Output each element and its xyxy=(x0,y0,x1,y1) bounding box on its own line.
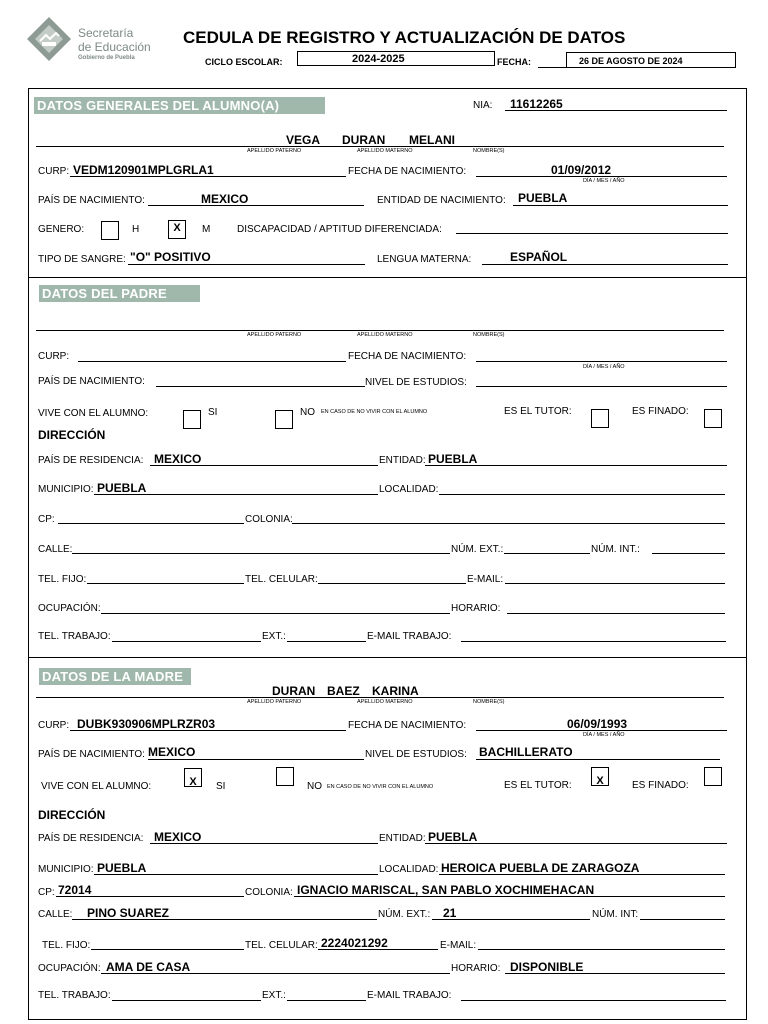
madre-calle-label: CALLE: xyxy=(38,909,73,920)
padre-finado-label: ES FINADO: xyxy=(632,406,689,417)
padre-vive-no-checkbox[interactable] xyxy=(275,410,293,429)
madre-tutor-checkbox[interactable]: X xyxy=(591,767,609,786)
alumno-pais[interactable]: MEXICO xyxy=(201,192,249,206)
madre-finado-label: ES FINADO: xyxy=(632,780,689,791)
padre-ext-label: EXT.: xyxy=(262,631,286,642)
madre-numint-field[interactable] xyxy=(640,919,725,920)
padre-cp-field[interactable] xyxy=(58,523,244,524)
madre-curp-label: CURP: xyxy=(38,720,70,731)
logo-line2: de Educación xyxy=(78,40,151,54)
madre-telfijo-field[interactable] xyxy=(91,949,244,950)
logo-line1: Secretaría xyxy=(78,26,134,40)
padre-entidad-label: ENTIDAD: xyxy=(379,455,426,466)
nia-label: NIA: xyxy=(473,100,493,111)
padre-ext-field[interactable] xyxy=(287,641,366,642)
genero-m-label: M xyxy=(202,224,211,235)
genero-h-checkbox[interactable] xyxy=(101,221,119,240)
madre-nombres[interactable]: KARINA xyxy=(372,684,419,698)
madre-vive-si-checkbox[interactable]: X xyxy=(184,768,202,787)
caption-ap-paterno: APELLIDO PATERNO xyxy=(247,332,302,338)
alumno-fnac-label: FECHA DE NACIMIENTO: xyxy=(348,166,467,177)
padre-localidad-label: LOCALIDAD: xyxy=(379,484,439,495)
madre-calle[interactable]: PINO SUAREZ xyxy=(87,906,170,920)
caption-ap-paterno: APELLIDO PATERNO xyxy=(247,699,302,705)
madre-teltrab-label: TEL. TRABAJO: xyxy=(38,990,111,1001)
padre-curp-label: CURP: xyxy=(38,351,70,362)
madre-curp[interactable]: DUBK930906MPLRZR03 xyxy=(77,717,216,731)
lengua-label: LENGUA MATERNA: xyxy=(377,254,472,265)
alumno-ap-materno[interactable]: DURAN xyxy=(342,133,386,147)
madre-emailtrab-label: E-MAIL TRABAJO: xyxy=(367,990,452,1001)
padre-email-field[interactable] xyxy=(505,583,725,584)
genero-m-checkbox[interactable]: X xyxy=(168,220,186,239)
ciclo-value: 2024-2025 xyxy=(352,53,405,65)
alumno-entidad-label: ENTIDAD DE NACIMIENTO: xyxy=(377,195,506,206)
padre-emailtrab-field[interactable] xyxy=(461,641,726,642)
lengua-value[interactable]: ESPAÑOL xyxy=(510,250,568,264)
madre-tutor-label: ES EL TUTOR: xyxy=(504,780,572,791)
madre-vive-no-checkbox[interactable] xyxy=(276,767,294,786)
padre-entidad[interactable]: PUEBLA xyxy=(428,452,478,466)
padre-numext-label: NÚM. EXT.: xyxy=(451,544,504,555)
madre-ap-paterno[interactable]: DURAN xyxy=(272,684,316,698)
caption-nombres: NOMBRE(S) xyxy=(473,148,505,154)
padre-residencia[interactable]: MEXICO xyxy=(154,452,202,466)
madre-telcel[interactable]: 2224021292 xyxy=(321,936,388,950)
caption-dma: DÍA / MES / AÑO xyxy=(583,178,625,184)
padre-calle-field[interactable] xyxy=(72,553,450,554)
padre-nivel-field[interactable] xyxy=(476,386,727,387)
padre-municipio[interactable]: PUEBLA xyxy=(97,481,147,495)
madre-municipio[interactable]: PUEBLA xyxy=(97,861,147,875)
madre-cp[interactable]: 72014 xyxy=(58,883,92,897)
madre-ocupacion[interactable]: AMA DE CASA xyxy=(106,960,191,974)
padre-numint-label: NÚM. INT.: xyxy=(591,544,640,555)
alumno-nombres[interactable]: MELANI xyxy=(409,133,455,147)
madre-ocupacion-label: OCUPACIÓN: xyxy=(38,963,101,974)
padre-ocupacion-label: OCUPACIÓN: xyxy=(38,603,101,614)
padre-finado-checkbox[interactable] xyxy=(704,409,722,428)
madre-ext-label: EXT.: xyxy=(262,990,286,1001)
padre-emailtrab-label: E-MAIL TRABAJO: xyxy=(367,631,452,642)
caption-nombres: NOMBRE(S) xyxy=(473,699,505,705)
caption-ap-materno: APELLIDO MATERNO xyxy=(357,148,413,154)
section-padre-title: DATOS DEL PADRE xyxy=(39,285,200,302)
madre-entidad[interactable]: PUEBLA xyxy=(428,830,478,844)
padre-cp-label: CP: xyxy=(38,514,55,525)
alumno-ap-paterno[interactable]: VEGA xyxy=(286,133,321,147)
logo-line3: Gobierno de Puebla xyxy=(78,55,135,61)
nia-value[interactable]: 11612265 xyxy=(510,97,563,111)
madre-horario-label: HORARIO: xyxy=(451,963,501,974)
madre-municipio-label: MUNICIPIO: xyxy=(38,864,94,875)
alumno-fnac[interactable]: 01/09/2012 xyxy=(551,163,612,177)
padre-fnac-label: FECHA DE NACIMIENTO: xyxy=(348,351,467,362)
madre-pais[interactable]: MEXICO xyxy=(148,745,196,759)
caption-nombres: NOMBRE(S) xyxy=(473,332,505,338)
caption-dma: DÍA / MES / AÑO xyxy=(583,732,625,738)
madre-horario[interactable]: DISPONIBLE xyxy=(510,960,584,974)
padre-localidad-field[interactable] xyxy=(439,494,725,495)
padre-direccion-heading: DIRECCIÓN xyxy=(38,428,106,442)
madre-localidad-label: LOCALIDAD: xyxy=(379,864,439,875)
alumno-curp[interactable]: VEDM120901MPLGRLA1 xyxy=(73,163,214,177)
madre-pais-label: PAÍS DE NACIMIENTO: xyxy=(38,749,145,760)
madre-no-label: NO xyxy=(307,781,322,792)
madre-entidad-label: ENTIDAD: xyxy=(379,833,426,844)
madre-numext[interactable]: 21 xyxy=(443,906,457,920)
padre-tutor-checkbox[interactable] xyxy=(591,409,609,428)
padre-telcel-field[interactable] xyxy=(318,583,466,584)
madre-finado-checkbox[interactable] xyxy=(704,767,722,786)
padre-colonia-field[interactable] xyxy=(292,523,725,524)
sangre-label: TIPO DE SANGRE: xyxy=(38,254,126,265)
padre-horario-label: HORARIO: xyxy=(451,603,501,614)
padre-curp-field[interactable] xyxy=(78,361,346,362)
padre-email-label: E-MAIL: xyxy=(467,574,504,585)
fecha-value: 26 DE AGOSTO DE 2024 xyxy=(579,56,683,66)
madre-teltrab-field[interactable] xyxy=(112,1000,261,1001)
padre-no-vive-note: EN CASO DE NO VIVIR CON EL ALUMNO xyxy=(321,409,428,415)
madre-email-label: E-MAIL: xyxy=(440,940,477,951)
madre-vive-label: VIVE CON EL ALUMNO: xyxy=(41,781,152,792)
padre-no-label: NO xyxy=(300,407,315,418)
caption-dma: DÍA / MES / AÑO xyxy=(583,364,625,370)
madre-localidad[interactable]: HEROICA PUEBLA DE ZARAGOZA xyxy=(441,861,640,875)
padre-pais-label: PAÍS DE NACIMIENTO: xyxy=(38,376,145,387)
sangre-value[interactable]: "O" POSITIVO xyxy=(130,250,211,264)
padre-telfijo-label: TEL. FIJO: xyxy=(38,574,87,585)
madre-ext-field[interactable] xyxy=(287,1000,366,1001)
madre-telcel-label: TEL. CELULAR: xyxy=(245,940,318,951)
padre-nivel-label: NIVEL DE ESTUDIOS: xyxy=(365,377,467,388)
madre-colonia-label: COLONIA: xyxy=(245,887,293,898)
genero-label: GENERO: xyxy=(38,224,85,235)
padre-horario-field[interactable] xyxy=(507,613,725,614)
madre-residencia-label: PAÍS DE RESIDENCIA: xyxy=(38,833,144,844)
madre-ap-materno[interactable]: BAEZ xyxy=(327,684,360,698)
padre-tutor-label: ES EL TUTOR: xyxy=(504,406,572,417)
padre-fnac-field[interactable] xyxy=(476,361,727,362)
madre-si-label: SI xyxy=(216,781,226,792)
caption-ap-materno: APELLIDO MATERNO xyxy=(357,699,413,705)
logo xyxy=(26,16,166,68)
madre-nivel-label: NIVEL DE ESTUDIOS: xyxy=(365,749,467,760)
padre-calle-label: CALLE: xyxy=(38,544,73,555)
section-alumno-title: DATOS GENERALES DEL ALUMNO(A) xyxy=(34,97,325,114)
madre-direccion-heading: DIRECCIÓN xyxy=(38,808,106,822)
padre-ocupacion-field[interactable] xyxy=(101,613,450,614)
padre-municipio-label: MUNICIPIO: xyxy=(38,484,94,495)
padre-vive-si-checkbox[interactable] xyxy=(183,410,201,429)
madre-nivel[interactable]: BACHILLERATO xyxy=(479,745,573,759)
madre-numext-label: NÚM. EXT.: xyxy=(378,909,431,920)
padre-teltrab-label: TEL. TRABAJO: xyxy=(38,631,111,642)
padre-telcel-label: TEL. CELULAR: xyxy=(245,574,318,585)
padre-residencia-label: PAÍS DE RESIDENCIA: xyxy=(38,455,144,466)
discapacidad-label: DISCAPACIDAD / APTITUD DIFERENCIADA: xyxy=(237,224,442,235)
sep-logo-icon xyxy=(26,16,72,62)
madre-colonia[interactable]: IGNACIO MARISCAL, SAN PABLO XOCHIMEHACAN xyxy=(297,883,595,897)
madre-telfijo-label: TEL. FIJO: xyxy=(42,940,91,951)
madre-fnac-label: FECHA DE NACIMIENTO: xyxy=(348,720,467,731)
madre-emailtrab-field[interactable] xyxy=(461,1000,726,1001)
padre-numint-field[interactable] xyxy=(652,553,725,554)
genero-h-label: H xyxy=(132,224,140,235)
madre-no-vive-note: EN CASO DE NO VIVIR CON EL ALUMNO xyxy=(327,784,434,790)
padre-si-label: SI xyxy=(208,407,218,418)
madre-fnac[interactable]: 06/09/1993 xyxy=(567,717,628,731)
caption-ap-paterno: APELLIDO PATERNO xyxy=(247,148,302,154)
padre-vive-label: VIVE CON EL ALUMNO: xyxy=(38,408,149,419)
alumno-pais-label: PAÍS DE NACIMIENTO: xyxy=(38,195,145,206)
padre-telfijo-field[interactable] xyxy=(87,583,244,584)
padre-numext-field[interactable] xyxy=(504,553,590,554)
madre-email-field[interactable] xyxy=(478,949,725,950)
padre-pais-field[interactable] xyxy=(156,386,365,387)
ciclo-label: CICLO ESCOLAR: xyxy=(205,57,283,67)
document-title: CEDULA DE REGISTRO Y ACTUALIZACIÓN DE DATOS xyxy=(183,28,626,47)
madre-residencia[interactable]: MEXICO xyxy=(154,830,202,844)
alumno-curp-label: CURP: xyxy=(38,166,70,177)
fecha-label: FECHA: xyxy=(497,57,531,67)
madre-cp-label: CP: xyxy=(38,887,55,898)
caption-ap-materno: APELLIDO MATERNO xyxy=(357,332,413,338)
padre-teltrab-field[interactable] xyxy=(112,641,261,642)
padre-colonia-label: COLONIA: xyxy=(245,514,293,525)
madre-numint-label: NÚM. INT: xyxy=(592,909,639,920)
alumno-entidad[interactable]: PUEBLA xyxy=(518,191,568,205)
section-madre-title: DATOS DE LA MADRE xyxy=(39,668,191,685)
